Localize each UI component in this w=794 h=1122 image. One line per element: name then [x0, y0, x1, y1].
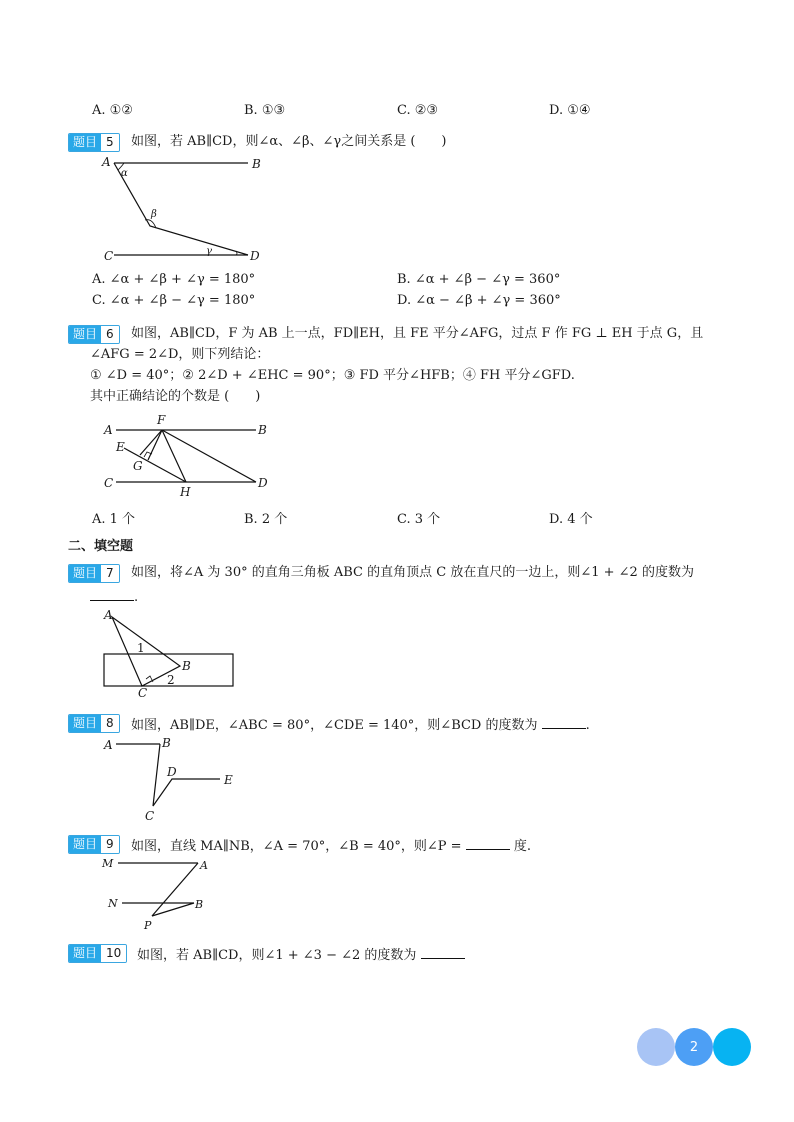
- q10-badge: [68, 944, 127, 963]
- q7-answer-blank[interactable]: [90, 586, 134, 601]
- q6-option-c: C. 3 个: [397, 512, 441, 527]
- q5-option-d: D. ∠α − ∠β + ∠γ = 360°: [397, 293, 561, 308]
- q6-stem-line2: ∠AFG = 2∠D，则下列结论：: [90, 347, 270, 362]
- q6-conclusions: ① ∠D = 40°；② 2∠D + ∠EHC = 90°；③ FD 平分∠HFB；④ FH 平分∠GFD.: [90, 368, 575, 383]
- q8-fig-label-e: E: [224, 773, 233, 787]
- q6-stem-line1: 如图，AB∥CD，F 为 AB 上一点，FD∥EH，且 FE 平分∠AFG，过点 F 作 FG ⊥ EH 于点 G，且: [131, 326, 704, 341]
- q6-option-b: B. 2 个: [244, 512, 288, 527]
- q5-fig-label-c: C: [104, 249, 114, 263]
- q7-fig-label-c: C: [138, 686, 148, 700]
- q5-fig-label-d: D: [250, 249, 260, 263]
- q6-question: 其中正确结论的个数是 ( ): [90, 389, 261, 404]
- q6-fig-label-e: E: [116, 440, 125, 454]
- q9-figure: [100, 852, 220, 934]
- page-deco-circle-left: [637, 1028, 675, 1066]
- q8-fig-label-d: D: [167, 765, 177, 779]
- q8-fig-label-a: A: [104, 738, 113, 752]
- q8-fig-label-b: B: [162, 736, 171, 750]
- q5-option-c: C. ∠α + ∠β − ∠γ = 180°: [92, 293, 256, 308]
- section-heading-fill-in: 二、填空题: [68, 539, 134, 554]
- q8-stem-line: [131, 714, 590, 735]
- q6-badge-number: 6: [101, 326, 119, 343]
- q6-fig-label-c: C: [104, 476, 114, 490]
- q5-fig-beta: β: [151, 209, 157, 220]
- q6-fig-label-b: B: [258, 423, 267, 437]
- q5-badge-number: 5: [101, 134, 119, 151]
- q7-answer-line: [90, 586, 138, 607]
- q7-badge-label: 题目: [69, 565, 101, 582]
- q5-option-b: B. ∠α + ∠β − ∠γ = 360°: [397, 272, 561, 287]
- q10-badge-label: 题目: [69, 945, 101, 962]
- q7-figure: [100, 606, 240, 701]
- q6-badge-label: 题目: [69, 326, 101, 343]
- q6-figure: [100, 410, 280, 502]
- q7-badge: [68, 564, 120, 583]
- q9-fig-label-b: B: [195, 898, 204, 911]
- q4-option-d: D. ①④: [549, 103, 591, 118]
- q6-fig-label-a: A: [104, 423, 113, 437]
- q6-option-d: D. 4 个: [549, 512, 593, 527]
- q6-fig-label-g: G: [133, 459, 143, 473]
- q5-option-a: A. ∠α + ∠β + ∠γ = 180°: [92, 272, 256, 287]
- q7-fig-angle-1: 1: [137, 641, 145, 655]
- q7-fig-angle-2: 2: [167, 673, 175, 687]
- q9-answer-blank[interactable]: [466, 835, 510, 850]
- q5-fig-alpha: α: [121, 168, 128, 179]
- q6-fig-label-d: D: [258, 476, 268, 490]
- q9-stem: 如图，直线 MA∥NB，∠A = 70°，∠B = 40°，则∠P =: [131, 839, 462, 854]
- q7-badge-number: 7: [101, 565, 119, 582]
- q10-badge-number: 10: [101, 945, 126, 962]
- page-number: 2: [689, 1039, 699, 1055]
- q8-tail: .: [585, 718, 590, 733]
- q9-fig-label-a: A: [200, 859, 208, 872]
- q7-fig-label-b: B: [182, 659, 191, 673]
- q9-tail: 度.: [513, 839, 531, 854]
- q8-badge-label: 题目: [69, 715, 101, 732]
- q4-option-b: B. ①③: [244, 103, 286, 118]
- q5-stem: 如图，若 AB∥CD，则∠α、∠β、∠γ之间关系是 ( ): [131, 134, 447, 149]
- q10-stem: 如图，若 AB∥CD，则∠1 + ∠3 − ∠2 的度数为: [137, 948, 417, 963]
- q7-fig-label-a: A: [104, 608, 113, 622]
- q4-option-c: C. ②③: [397, 103, 439, 118]
- q6-fig-label-f: F: [157, 413, 166, 427]
- q6-option-a: A. 1 个: [92, 512, 136, 527]
- q5-fig-label-a: A: [102, 155, 111, 169]
- q8-figure: [100, 734, 240, 824]
- q8-fig-label-c: C: [145, 809, 155, 823]
- q5-badge-label: 题目: [69, 134, 101, 151]
- q8-stem: 如图，AB∥DE，∠ABC = 80°，∠CDE = 140°，则∠BCD 的度数为: [131, 718, 538, 733]
- q5-fig-label-b: B: [252, 157, 261, 171]
- q5-figure: [90, 150, 280, 265]
- q8-badge: [68, 714, 120, 733]
- q10-stem-line: [137, 944, 465, 965]
- q9-fig-label-n: N: [108, 897, 118, 910]
- q9-badge-label: 题目: [69, 836, 101, 853]
- page-number-circle: [675, 1028, 713, 1066]
- q9-badge-number: 9: [101, 836, 119, 853]
- q8-answer-blank[interactable]: [542, 714, 586, 729]
- q9-fig-label-p: P: [144, 919, 152, 932]
- q8-badge-number: 8: [101, 715, 119, 732]
- q6-fig-label-h: H: [180, 485, 191, 499]
- page-deco-circle-right: [713, 1028, 751, 1066]
- q5-fig-gamma: γ: [206, 246, 212, 257]
- q7-stem: 如图，将∠A 为 30° 的直角三角板 ABC 的直角顶点 C 放在直尺的一边上，则∠1 + ∠2 的度数为: [131, 565, 694, 580]
- q10-answer-blank[interactable]: [421, 944, 465, 959]
- q4-option-a: A. ①②: [92, 103, 133, 118]
- q7-tail: .: [134, 590, 139, 605]
- q6-badge: [68, 325, 120, 344]
- q9-fig-label-m: M: [102, 857, 114, 870]
